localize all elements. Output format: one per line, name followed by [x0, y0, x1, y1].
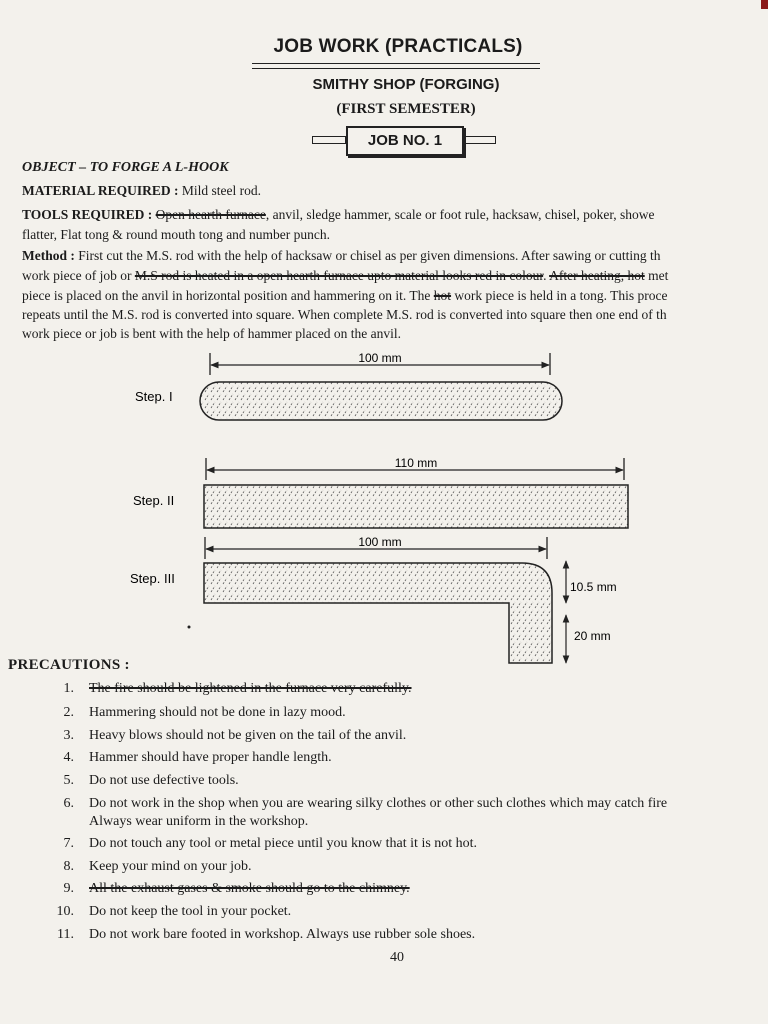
step-1-label: Step. I	[135, 389, 173, 404]
tools-line-1	[22, 207, 655, 223]
method-line-5: work piece or job is bent with the help of hammer placed on the anvil.	[22, 326, 402, 341]
precaution-number: 11.	[57, 927, 74, 942]
precaution-text: Always wear uniform in the workshop.	[89, 814, 309, 829]
title-underline-second	[252, 68, 540, 69]
precaution-text: Do not keep the tool in your pocket.	[89, 904, 292, 919]
object-line	[22, 160, 229, 176]
method-struck-2a: M.S rod is heated in a open hearth furnace upto material looks red in colour	[134, 268, 544, 283]
precaution-text: Keep your mind on your job.	[89, 859, 252, 874]
precaution-number: 1.	[63, 681, 74, 696]
method-text-2b: .	[543, 268, 550, 283]
method-line-3	[22, 288, 668, 304]
material-label: MATERIAL REQUIRED :	[22, 183, 179, 198]
precaution-number: 8.	[63, 859, 74, 874]
precaution-text: Hammer should have proper handle length.	[89, 750, 332, 765]
precaution-text: Do not use defective tools.	[89, 773, 239, 788]
object-text: TO FORGE A L-HOOK	[89, 160, 229, 175]
method-line-2	[22, 268, 668, 284]
corner-mark	[761, 0, 768, 9]
step-3-side-dimension-top: 10.5 mm	[570, 580, 617, 594]
stray-dot	[188, 626, 191, 629]
page-number: 40	[390, 950, 404, 965]
method-line-4: repeats until the M.S. rod is converted into square. When complete M.S. rod is converted into square then one end of th	[22, 307, 667, 322]
step-3-l-hook	[204, 563, 552, 663]
precaution-text: The fire should be lightened in the furnace very carefully.	[89, 681, 412, 696]
step-3-dimension: 100 mm	[358, 535, 402, 549]
method-text-2a: work piece of job or	[22, 268, 135, 283]
title-underline	[252, 63, 540, 64]
precaution-text: All the exhaust gases & smoke should go to the chimney.	[89, 881, 410, 896]
precaution-text: Do not work in the shop when you are wearing silky clothes or other such clothes which may catch fire	[89, 796, 668, 811]
banner-left-bar	[312, 136, 346, 144]
tools-text: , anvil, sledge hammer, scale or foot rule, hacksaw, chisel, poker, showe	[265, 207, 655, 222]
step-2-dimension: 110 mm	[394, 456, 438, 470]
method-label: Method :	[22, 248, 75, 263]
precaution-text: Heavy blows should not be given on the tail of the anvil.	[89, 728, 407, 743]
object-label: OBJECT –	[22, 160, 87, 175]
material-text: Mild steel rod.	[181, 183, 262, 198]
precaution-number: 2.	[63, 705, 74, 720]
precaution-number: 6.	[63, 796, 74, 811]
precaution-number: 7.	[63, 836, 74, 851]
step-2-square-rod	[204, 485, 628, 528]
step-3-label: Step. III	[130, 571, 175, 586]
method-struck-2b: After heating, hot	[549, 268, 645, 283]
precaution-number: 4.	[63, 750, 74, 765]
method-text-3a: piece is placed on the anvil in horizontal position and hammering on it. The	[22, 288, 434, 303]
page-title: JOB WORK (PRACTICALS)	[273, 36, 523, 57]
job-number: JOB NO. 1	[346, 126, 464, 156]
banner-right-bar	[464, 136, 496, 144]
step-1-round-rod	[200, 382, 562, 420]
method-line-1	[22, 248, 661, 264]
precaution-text: Hammering should not be done in lazy mood.	[89, 705, 346, 720]
precaution-number: 3.	[63, 728, 74, 743]
precaution-number: 9.	[63, 881, 74, 896]
method-text-1: First cut the M.S. rod with the help of hacksaw or chisel as per given dimensions. After sawing or cutting th	[78, 248, 661, 263]
job-number-banner	[312, 126, 498, 156]
step-3-side-dimension-bottom: 20 mm	[574, 629, 611, 643]
page-subtitle: SMITHY SHOP (FORGING)	[312, 76, 500, 93]
semester-label: (FIRST SEMESTER)	[336, 101, 476, 117]
precaution-text: Do not touch any tool or metal piece until you know that it is not hot.	[89, 836, 478, 851]
precautions-title: PRECAUTIONS :	[8, 657, 130, 673]
tools-line-2: flatter, Flat tong & round mouth tong and number punch.	[22, 227, 331, 242]
tools-struck-text: Open hearth furnace	[155, 207, 266, 222]
tools-label: TOOLS REQUIRED :	[22, 207, 153, 222]
precaution-text: Do not work bare footed in workshop. Always use rubber sole shoes.	[89, 927, 476, 942]
forging-steps-diagram	[0, 345, 768, 665]
precaution-number: 10.	[56, 904, 74, 919]
method-text-2c: met	[644, 268, 669, 283]
method-struck-3: hot	[433, 288, 452, 303]
step-1-dimension: 100 mm	[358, 351, 402, 365]
method-text-3b: work piece is held in a tong. This proce	[451, 288, 668, 303]
step-2-label: Step. II	[133, 493, 175, 508]
material-line	[22, 183, 261, 199]
precaution-number: 5.	[63, 773, 74, 788]
